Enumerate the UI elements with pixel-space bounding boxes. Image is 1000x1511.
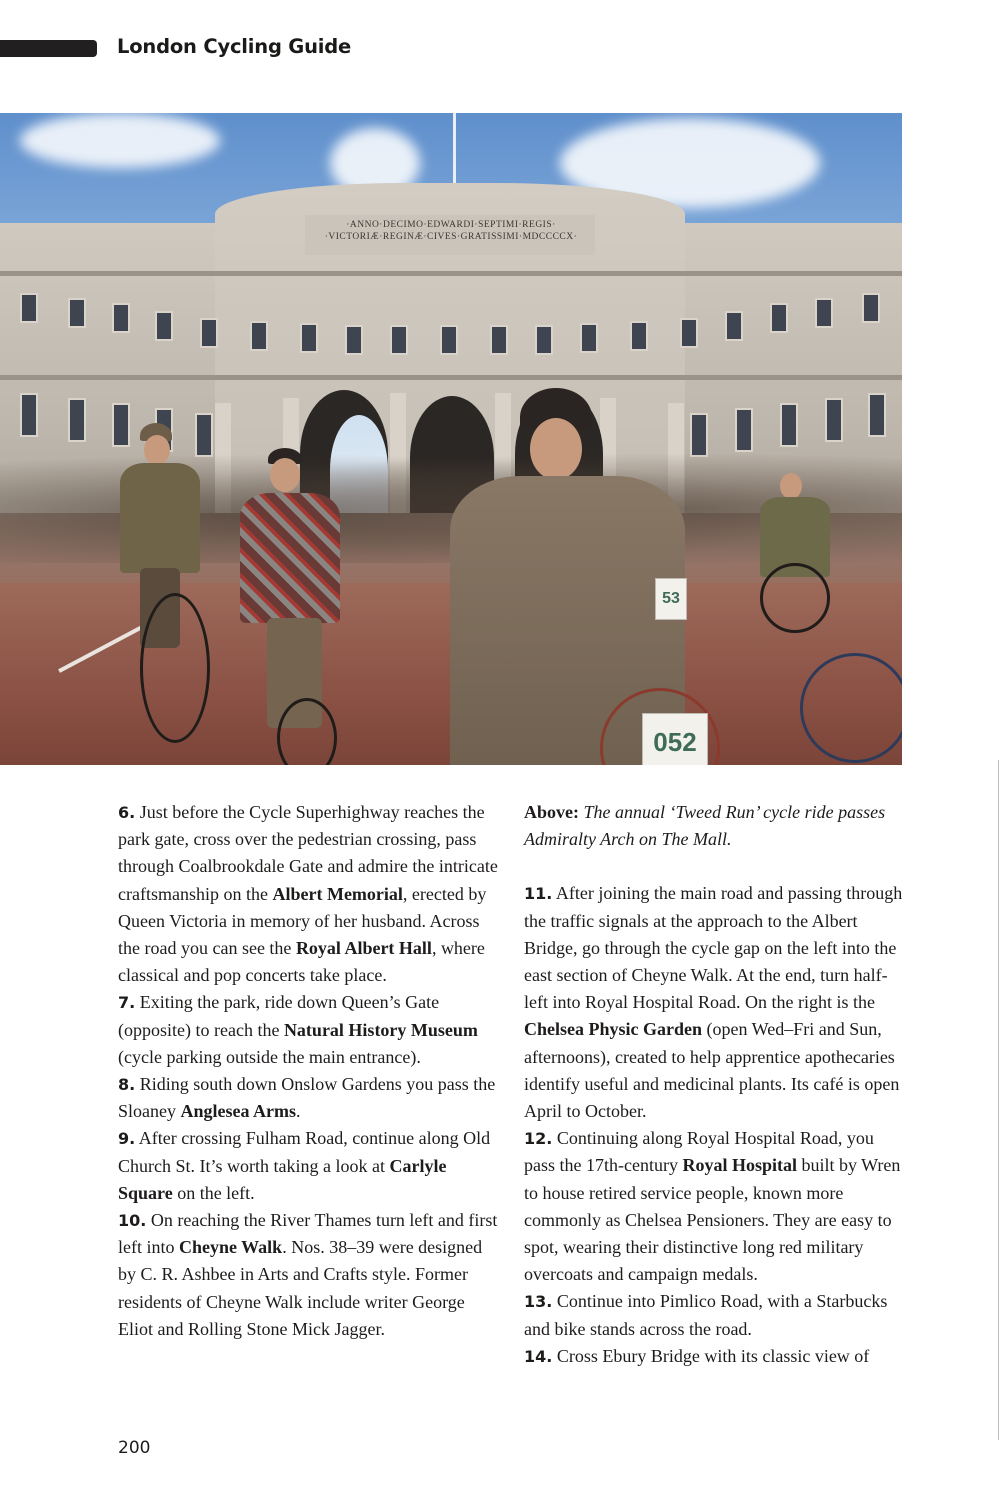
route-step-7: 7. Exiting the park, ride down Queen’s Gate (opposite) to reach the Natural History Museum (cycle parking outside the main entrance). <box>118 992 478 1067</box>
header-bar-decoration <box>0 40 97 57</box>
page-edge-divider <box>998 760 999 1440</box>
photo-bicycle-wheel <box>800 653 902 763</box>
running-header-title: London Cycling Guide <box>117 35 352 58</box>
photo-race-number-plate-back: 53 <box>655 578 687 620</box>
route-step-8: 8. Riding south down Onslow Gardens you pass the Sloaney Anglesea Arms. <box>118 1074 496 1122</box>
photo-inscription: ·ANNO·DECIMO·EDWARDI·SEPTIMI·REGIS· ·VICTORIÆ·REGINÆ·CIVES·GRATISSIMI·MDCCCCX· <box>324 220 578 242</box>
route-step-10: 10. On reaching the River Thames turn left and first left into Cheyne Walk. Nos. 38–39 were designed by C. R. Ashbee in Arts and Crafts style. Former residents of Cheyne Walk include writer George Eliot and Rolling Stone Mick Jagger. <box>118 1210 498 1339</box>
route-step-14: 14. Cross Ebury Bridge with its classic view of <box>524 1345 870 1366</box>
body-column-left <box>118 799 498 1343</box>
route-step-6: 6. Just before the Cycle Superhighway reaches the park gate, cross over the pedestrian crossing, pass through Coalbrookdale Gate and admire the intricate craftsmanship on the Albert Memorial, erected by Queen Victoria in memory of her husband. Across the road you can see the Royal Albert Hall, where classical and pop concerts take place. <box>118 802 498 986</box>
route-step-13: 13. Continue into Pimlico Road, with a Starbucks and bike stands across the road. <box>524 1291 888 1339</box>
route-step-12: 12. Continuing along Royal Hospital Road, you pass the 17th-century Royal Hospital built by Wren to house retired service people, known more commonly as Chelsea Pensioners. They are easy to spot, wearing their distinctive long red military overcoats and campaign medals. <box>524 1128 901 1285</box>
photo-tweed-run-admiralty-arch <box>0 113 902 765</box>
page-number: 200 <box>118 1438 151 1458</box>
route-step-11: 11. After joining the main road and passing through the traffic signals at the approach to the Albert Bridge, go through the cycle gap on the left into the east section of Cheyne Walk. At the end, turn half-left into Royal Hospital Road. On the right is the Chelsea Physic Garden (open Wed–Fri and Sun, afternoons), created to help apprentice apothecaries identify useful and medicinal plants. Its café is open April to October. <box>524 883 903 1122</box>
photo-caption: Above: The annual ‘Tweed Run’ cycle ride passes Admiralty Arch on The Mall. <box>524 802 886 850</box>
body-column-right <box>524 799 906 1370</box>
route-step-9: 9. After crossing Fulham Road, continue along Old Church St. It’s worth taking a look at Carlyle Square on the left. <box>118 1128 491 1203</box>
photo-race-number-plate: 052 <box>642 713 708 765</box>
